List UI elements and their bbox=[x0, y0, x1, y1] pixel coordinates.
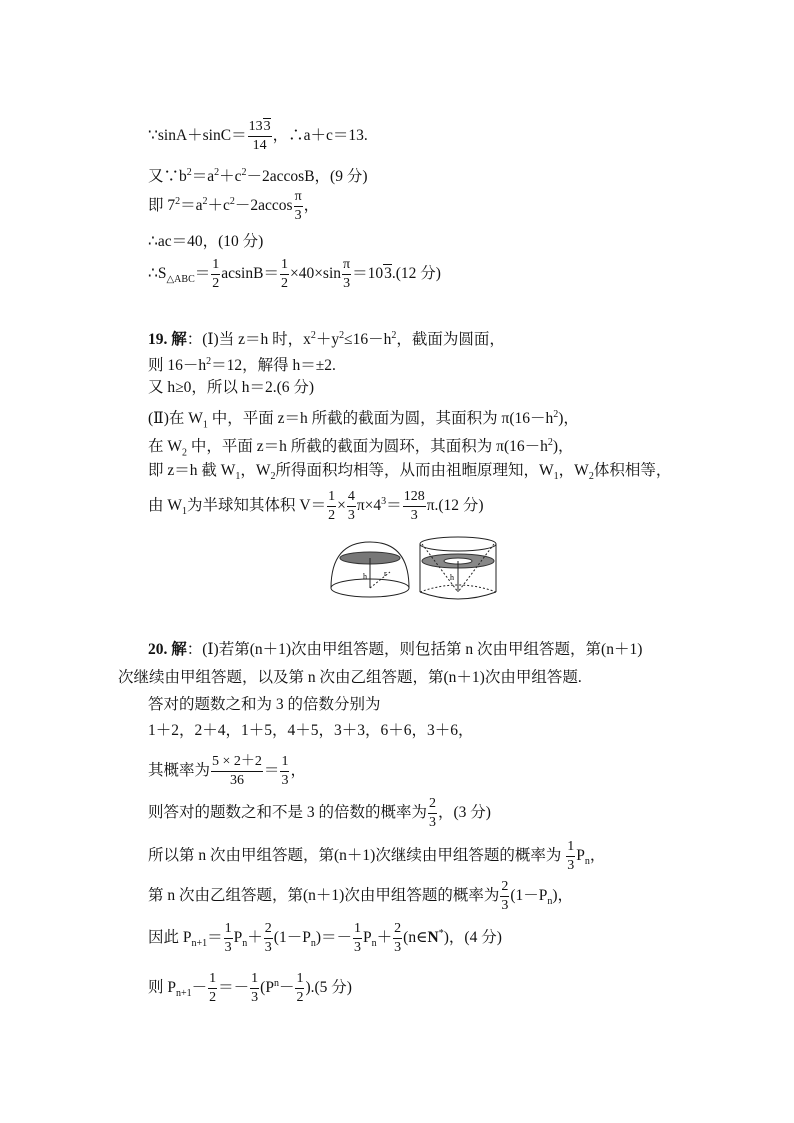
subscript: 1 bbox=[235, 471, 241, 483]
numerator: 1 bbox=[280, 258, 289, 275]
exponent: 2 bbox=[229, 195, 235, 207]
natural-numbers-symbol: N bbox=[427, 929, 439, 947]
text: 由 W bbox=[148, 497, 183, 515]
text: ＋ bbox=[247, 929, 263, 947]
fraction bbox=[211, 755, 263, 788]
numerator: π bbox=[342, 258, 351, 275]
text: 所以第 n 次由甲组答题，第(n＋1)次继续由甲组答题的概率为 bbox=[148, 847, 566, 865]
denominator: 3 bbox=[264, 940, 272, 955]
label-h: h bbox=[363, 572, 367, 581]
text: ＋ bbox=[376, 929, 393, 947]
text: 其概率为 bbox=[148, 762, 211, 780]
text: 中，平面 z＝h 所截的截面为圆环，其面积为 π(16－h bbox=[187, 438, 548, 456]
denominator: 2 bbox=[328, 508, 336, 523]
text: 又∵b bbox=[148, 168, 187, 186]
text: ：(Ⅰ)当 z＝h 时，x bbox=[186, 331, 311, 349]
text: (P bbox=[260, 979, 274, 997]
text: (n∈ bbox=[403, 929, 428, 947]
text: 因此 P bbox=[148, 929, 192, 947]
problem-label: 20. 解 bbox=[148, 641, 187, 658]
text: ＝ bbox=[194, 265, 211, 283]
denominator: 3 bbox=[394, 940, 402, 955]
text: ＝a bbox=[180, 197, 203, 215]
solution-line bbox=[148, 972, 352, 1005]
exponent: 2 bbox=[553, 409, 559, 420]
subscript: 2 bbox=[270, 471, 276, 483]
text: ∴S bbox=[148, 265, 167, 283]
numerator: 1 bbox=[353, 922, 362, 939]
solution-line bbox=[148, 461, 671, 487]
text: ＝12，解得 h＝±2. bbox=[211, 357, 336, 375]
denominator: 3 bbox=[294, 208, 302, 223]
fraction bbox=[295, 972, 304, 1005]
fraction bbox=[250, 972, 259, 1005]
cylinder-bottom bbox=[420, 592, 496, 599]
solution-line bbox=[148, 120, 368, 153]
denominator: 3 bbox=[354, 940, 362, 955]
text: 则 16－h bbox=[148, 357, 207, 375]
text: ＋c bbox=[219, 168, 242, 186]
numerator: 2 bbox=[500, 880, 509, 897]
text: ×40×sin bbox=[289, 265, 342, 283]
numerator: 4 bbox=[347, 490, 356, 507]
numerator: 1 bbox=[208, 972, 217, 989]
subscript: n+1 bbox=[191, 938, 208, 950]
text: 答对的题数之和为 3 的倍数分别为 bbox=[148, 696, 381, 713]
fraction bbox=[208, 972, 217, 1005]
cylinder-cone-figure bbox=[416, 534, 500, 602]
text: (1－P bbox=[273, 929, 311, 947]
text: P bbox=[233, 929, 243, 947]
solution-line bbox=[148, 405, 579, 435]
solution-line bbox=[148, 721, 474, 741]
numerator: 2 bbox=[264, 922, 273, 939]
text: π×4 bbox=[356, 497, 382, 515]
text: ，∴a＋c＝13. bbox=[272, 127, 368, 145]
subscript: 1 bbox=[182, 506, 188, 518]
text: acsinB＝ bbox=[221, 265, 279, 283]
fraction bbox=[224, 922, 233, 955]
denominator: 3 bbox=[567, 858, 575, 873]
solution-line bbox=[148, 755, 306, 788]
fraction bbox=[403, 490, 426, 523]
solution-line bbox=[148, 695, 381, 715]
exponent: 2 bbox=[202, 195, 208, 207]
text: ＝a bbox=[191, 168, 215, 186]
fraction bbox=[342, 258, 351, 291]
subscript: n bbox=[242, 938, 248, 950]
exponent: 2 bbox=[547, 437, 553, 448]
subscript: n bbox=[584, 856, 590, 868]
numerator: 1 bbox=[280, 755, 289, 772]
fraction bbox=[347, 490, 356, 523]
solution-line bbox=[148, 640, 642, 660]
solution-line bbox=[148, 258, 441, 291]
solution-line bbox=[148, 190, 319, 223]
solution-line bbox=[148, 922, 502, 955]
text: 中，平面 z＝h 所截的截面为圆，其面积为 π(16－h bbox=[207, 410, 554, 428]
subscript: n+1 bbox=[176, 988, 192, 1000]
text: 则 P bbox=[148, 979, 176, 997]
fraction bbox=[327, 490, 336, 523]
text: 第 n 次由乙组答题，第(n＋1)次由甲组答题的概率为 bbox=[148, 887, 500, 905]
numerator: 2 bbox=[393, 922, 402, 939]
sqrt-radicand: 3 bbox=[384, 265, 392, 283]
numerator: 5 × 2＋2 bbox=[211, 755, 263, 772]
text: ∵sinA＋sinC＝ bbox=[148, 127, 247, 145]
fraction bbox=[393, 922, 402, 955]
solution-line bbox=[118, 668, 582, 688]
solution-line bbox=[148, 797, 491, 830]
fraction bbox=[566, 840, 575, 873]
text: × bbox=[337, 497, 346, 515]
text: －2accosB，(9 分) bbox=[246, 168, 368, 186]
text: 次继续由甲组答题，以及第 n 次由乙组答题，第(n＋1)次由甲组答题. bbox=[118, 669, 582, 686]
exponent: 2 bbox=[391, 330, 397, 341]
numerator: 1 bbox=[211, 258, 220, 275]
text: ， bbox=[290, 762, 306, 780]
solution-line bbox=[148, 352, 336, 376]
denominator: 3 bbox=[501, 898, 509, 913]
solution-line bbox=[148, 326, 505, 350]
text: ， bbox=[589, 847, 606, 865]
text: .(12 分) bbox=[391, 265, 441, 283]
fraction bbox=[248, 120, 272, 153]
denominator: 3 bbox=[347, 508, 355, 523]
text: － bbox=[191, 979, 208, 997]
solution-line bbox=[148, 163, 368, 187]
text: －2accos bbox=[234, 197, 293, 215]
text: 则答对的题数之和不是 3 的倍数的概率为 bbox=[148, 804, 428, 822]
exponent: 2 bbox=[186, 167, 192, 178]
solution-line bbox=[148, 378, 314, 398]
denominator: 3 bbox=[410, 508, 418, 523]
text: (1－P bbox=[510, 887, 548, 905]
denominator: 3 bbox=[251, 990, 259, 1005]
subscript: 1 bbox=[202, 419, 208, 431]
sqrt-radicand: 3 bbox=[263, 119, 271, 134]
text: )， bbox=[552, 438, 574, 456]
text: ).(5 分) bbox=[305, 979, 352, 997]
exponent: 2 bbox=[214, 167, 220, 178]
subscript: 2 bbox=[588, 471, 594, 483]
subscript: △ABC bbox=[166, 274, 195, 286]
text: ＝ bbox=[207, 929, 223, 947]
text: ， bbox=[303, 197, 320, 215]
text: P bbox=[576, 847, 585, 865]
subscript: n bbox=[310, 938, 316, 950]
text: 为半球知其体积 V＝ bbox=[187, 497, 327, 515]
text: ＝ bbox=[263, 762, 280, 780]
text: ≤16－h bbox=[344, 331, 392, 349]
text: ＝ bbox=[386, 497, 402, 515]
text: 所得面积均相等，从而由祖暅原理知，W bbox=[275, 462, 554, 479]
denominator: 3 bbox=[224, 940, 232, 955]
text: ，截面为圆面， bbox=[396, 331, 505, 349]
fraction bbox=[294, 190, 303, 223]
numerator: π bbox=[294, 190, 303, 207]
text: 在 W bbox=[148, 438, 183, 456]
denominator: 3 bbox=[281, 773, 289, 788]
text: )＝－ bbox=[315, 929, 353, 947]
denominator: 36 bbox=[229, 773, 244, 788]
exponent: 3 bbox=[381, 495, 387, 507]
solution-line bbox=[148, 490, 484, 523]
exponent: * bbox=[438, 927, 444, 939]
subscript: n bbox=[547, 896, 553, 908]
text: ，W bbox=[240, 462, 271, 479]
label-h: h bbox=[450, 573, 454, 582]
numerator: 2 bbox=[428, 797, 437, 814]
subscript: n bbox=[371, 938, 377, 950]
fraction bbox=[280, 755, 289, 788]
numerator: 13 bbox=[248, 119, 263, 134]
text: ＝－ bbox=[218, 979, 250, 997]
label-r: r bbox=[384, 569, 387, 578]
text: ，W bbox=[558, 462, 589, 479]
denominator: 3 bbox=[343, 276, 351, 291]
exponent: 2 bbox=[175, 195, 181, 207]
numerator: 1 bbox=[295, 972, 304, 989]
fraction bbox=[280, 258, 289, 291]
numerator: 1 bbox=[566, 840, 575, 857]
text: 即 z＝h 截 W bbox=[148, 462, 236, 479]
solution-line bbox=[148, 880, 573, 913]
text: 即 7 bbox=[148, 197, 176, 215]
fraction bbox=[353, 922, 362, 955]
text: P bbox=[363, 929, 372, 947]
text: )，(4 分) bbox=[443, 929, 502, 947]
text: π.(12 分) bbox=[426, 497, 484, 515]
subscript: 1 bbox=[553, 471, 559, 483]
text: ，(3 分) bbox=[438, 804, 491, 822]
fraction bbox=[264, 922, 273, 955]
numerator: 1 bbox=[250, 972, 259, 989]
text: ＝10 bbox=[352, 265, 384, 283]
hemisphere-figure bbox=[328, 538, 412, 600]
fraction bbox=[211, 258, 220, 291]
fraction bbox=[500, 880, 509, 913]
cylinder-top bbox=[420, 537, 496, 551]
text: 又 h≥0，所以 h＝2.(6 分) bbox=[148, 379, 315, 396]
solution-line bbox=[148, 232, 263, 252]
text: ∴ac＝40，(10 分) bbox=[148, 233, 264, 250]
exponent: 2 bbox=[241, 167, 247, 178]
fraction bbox=[428, 797, 437, 830]
text: )， bbox=[558, 410, 579, 428]
solution-line bbox=[148, 433, 574, 463]
solution-line bbox=[148, 840, 605, 873]
denominator: 14 bbox=[252, 138, 267, 153]
denominator: 2 bbox=[212, 276, 220, 291]
text: 1＋2，2＋4，1＋5，4＋5，3＋3，6＋6，3＋6， bbox=[148, 722, 474, 739]
denominator: 2 bbox=[296, 990, 304, 1005]
numerator: 1 bbox=[224, 922, 233, 939]
text: ＋c bbox=[207, 197, 230, 215]
exponent: n bbox=[273, 977, 279, 989]
text: － bbox=[278, 979, 295, 997]
numerator: 1 bbox=[327, 490, 336, 507]
text: (Ⅱ)在 W bbox=[148, 410, 203, 428]
text: 体积相等， bbox=[593, 462, 672, 479]
problem-label: 19. 解 bbox=[148, 331, 187, 349]
denominator: 2 bbox=[280, 276, 288, 291]
exponent: 2 bbox=[310, 330, 316, 341]
subscript: 2 bbox=[182, 447, 188, 459]
exponent: 2 bbox=[339, 330, 345, 341]
text: ＋y bbox=[315, 331, 340, 349]
exponent: 2 bbox=[206, 356, 212, 367]
numerator: 128 bbox=[403, 490, 426, 507]
text: ：(Ⅰ)若第(n＋1)次由甲组答题，则包括第 n 次由甲组答题，第(n＋1) bbox=[186, 641, 643, 658]
text: )， bbox=[552, 887, 574, 905]
denominator: 2 bbox=[209, 990, 217, 1005]
denominator: 3 bbox=[429, 815, 437, 830]
